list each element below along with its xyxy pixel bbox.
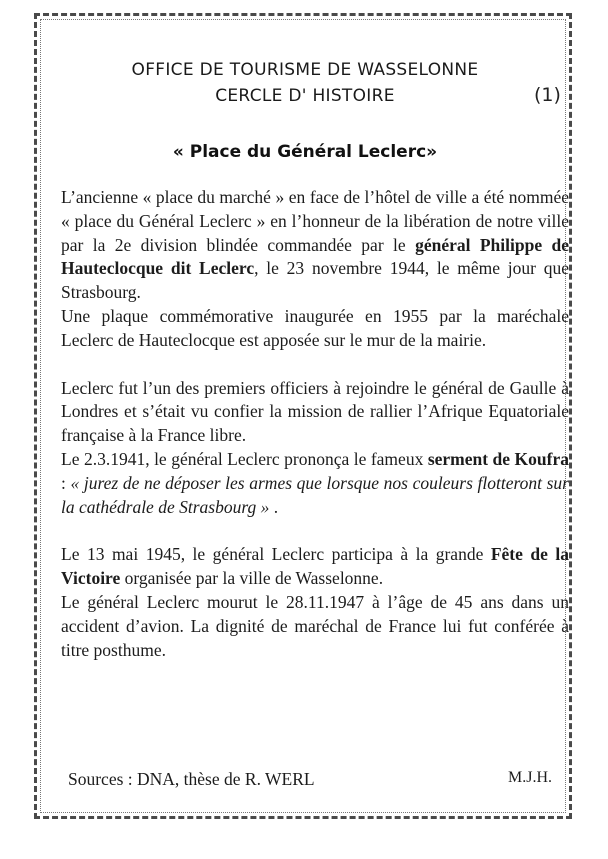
text-run: Le 2.3.1941, le général Leclerc prononça le fameux xyxy=(61,448,428,469)
text-run: : xyxy=(61,472,71,493)
text-run: organisée par la ville de Wasselonne. xyxy=(120,568,384,589)
paragraph-victory xyxy=(61,543,569,591)
text-run: . xyxy=(269,496,279,517)
paragraph-liberation xyxy=(61,186,569,305)
paragraph-plaque: Une plaque commémorative inaugurée en 1955 par la maréchale Leclerc de Hauteclocque est apposée sur le mur de la mairie. xyxy=(61,305,569,350)
author-initials: M.J.H. xyxy=(508,769,553,786)
text-run: , le 23 novembre 1944, le même jour que Strasbourg. xyxy=(61,258,570,303)
paragraph-koufra xyxy=(61,448,569,519)
paragraph-death: Le général Leclerc mourut le 28.11.1947 à l’âge de 45 ans dans un accident d’avion. La dignité de maréchal de France lui fut conférée à titre posthume. xyxy=(61,591,569,660)
bold-name: général Philippe de Hauteclocque dit Leclerc xyxy=(61,234,570,279)
bold-event: Fête de la Victoire xyxy=(61,544,570,589)
circle-heading: CERCLE D' HISTOIRE xyxy=(215,86,395,106)
sources-line: Sources : DNA, thèse de R. WERL xyxy=(68,769,315,789)
bold-oath: serment de Koufra xyxy=(427,448,569,469)
office-heading: OFFICE DE TOURISME DE WASSELONNE xyxy=(131,60,479,80)
oath-quote: « jurez de ne déposer les armes que lorsque nos couleurs flotteront sur la cathédrale de Strasbourg » xyxy=(61,472,569,517)
text-run: Le 13 mai 1945, le général Leclerc participa à la grande xyxy=(61,544,491,565)
page-number: (1) xyxy=(534,84,561,106)
document-title: « Place du Général Leclerc» xyxy=(172,142,438,162)
paragraph-london: Leclerc fut l’un des premiers officiers à rejoindre le général de Gaulle à Londres et s’était vu confier la mission de rallier l’Afrique Equatoriale française à la France libre. xyxy=(61,377,569,446)
text-run: L’ancienne « place du marché » en face de l’hôtel de ville a été nommée « place du Général Leclerc » en l’honneur de la libération de notre ville par la 2e division blindée commandée par le xyxy=(61,187,569,255)
document-body xyxy=(61,186,569,662)
